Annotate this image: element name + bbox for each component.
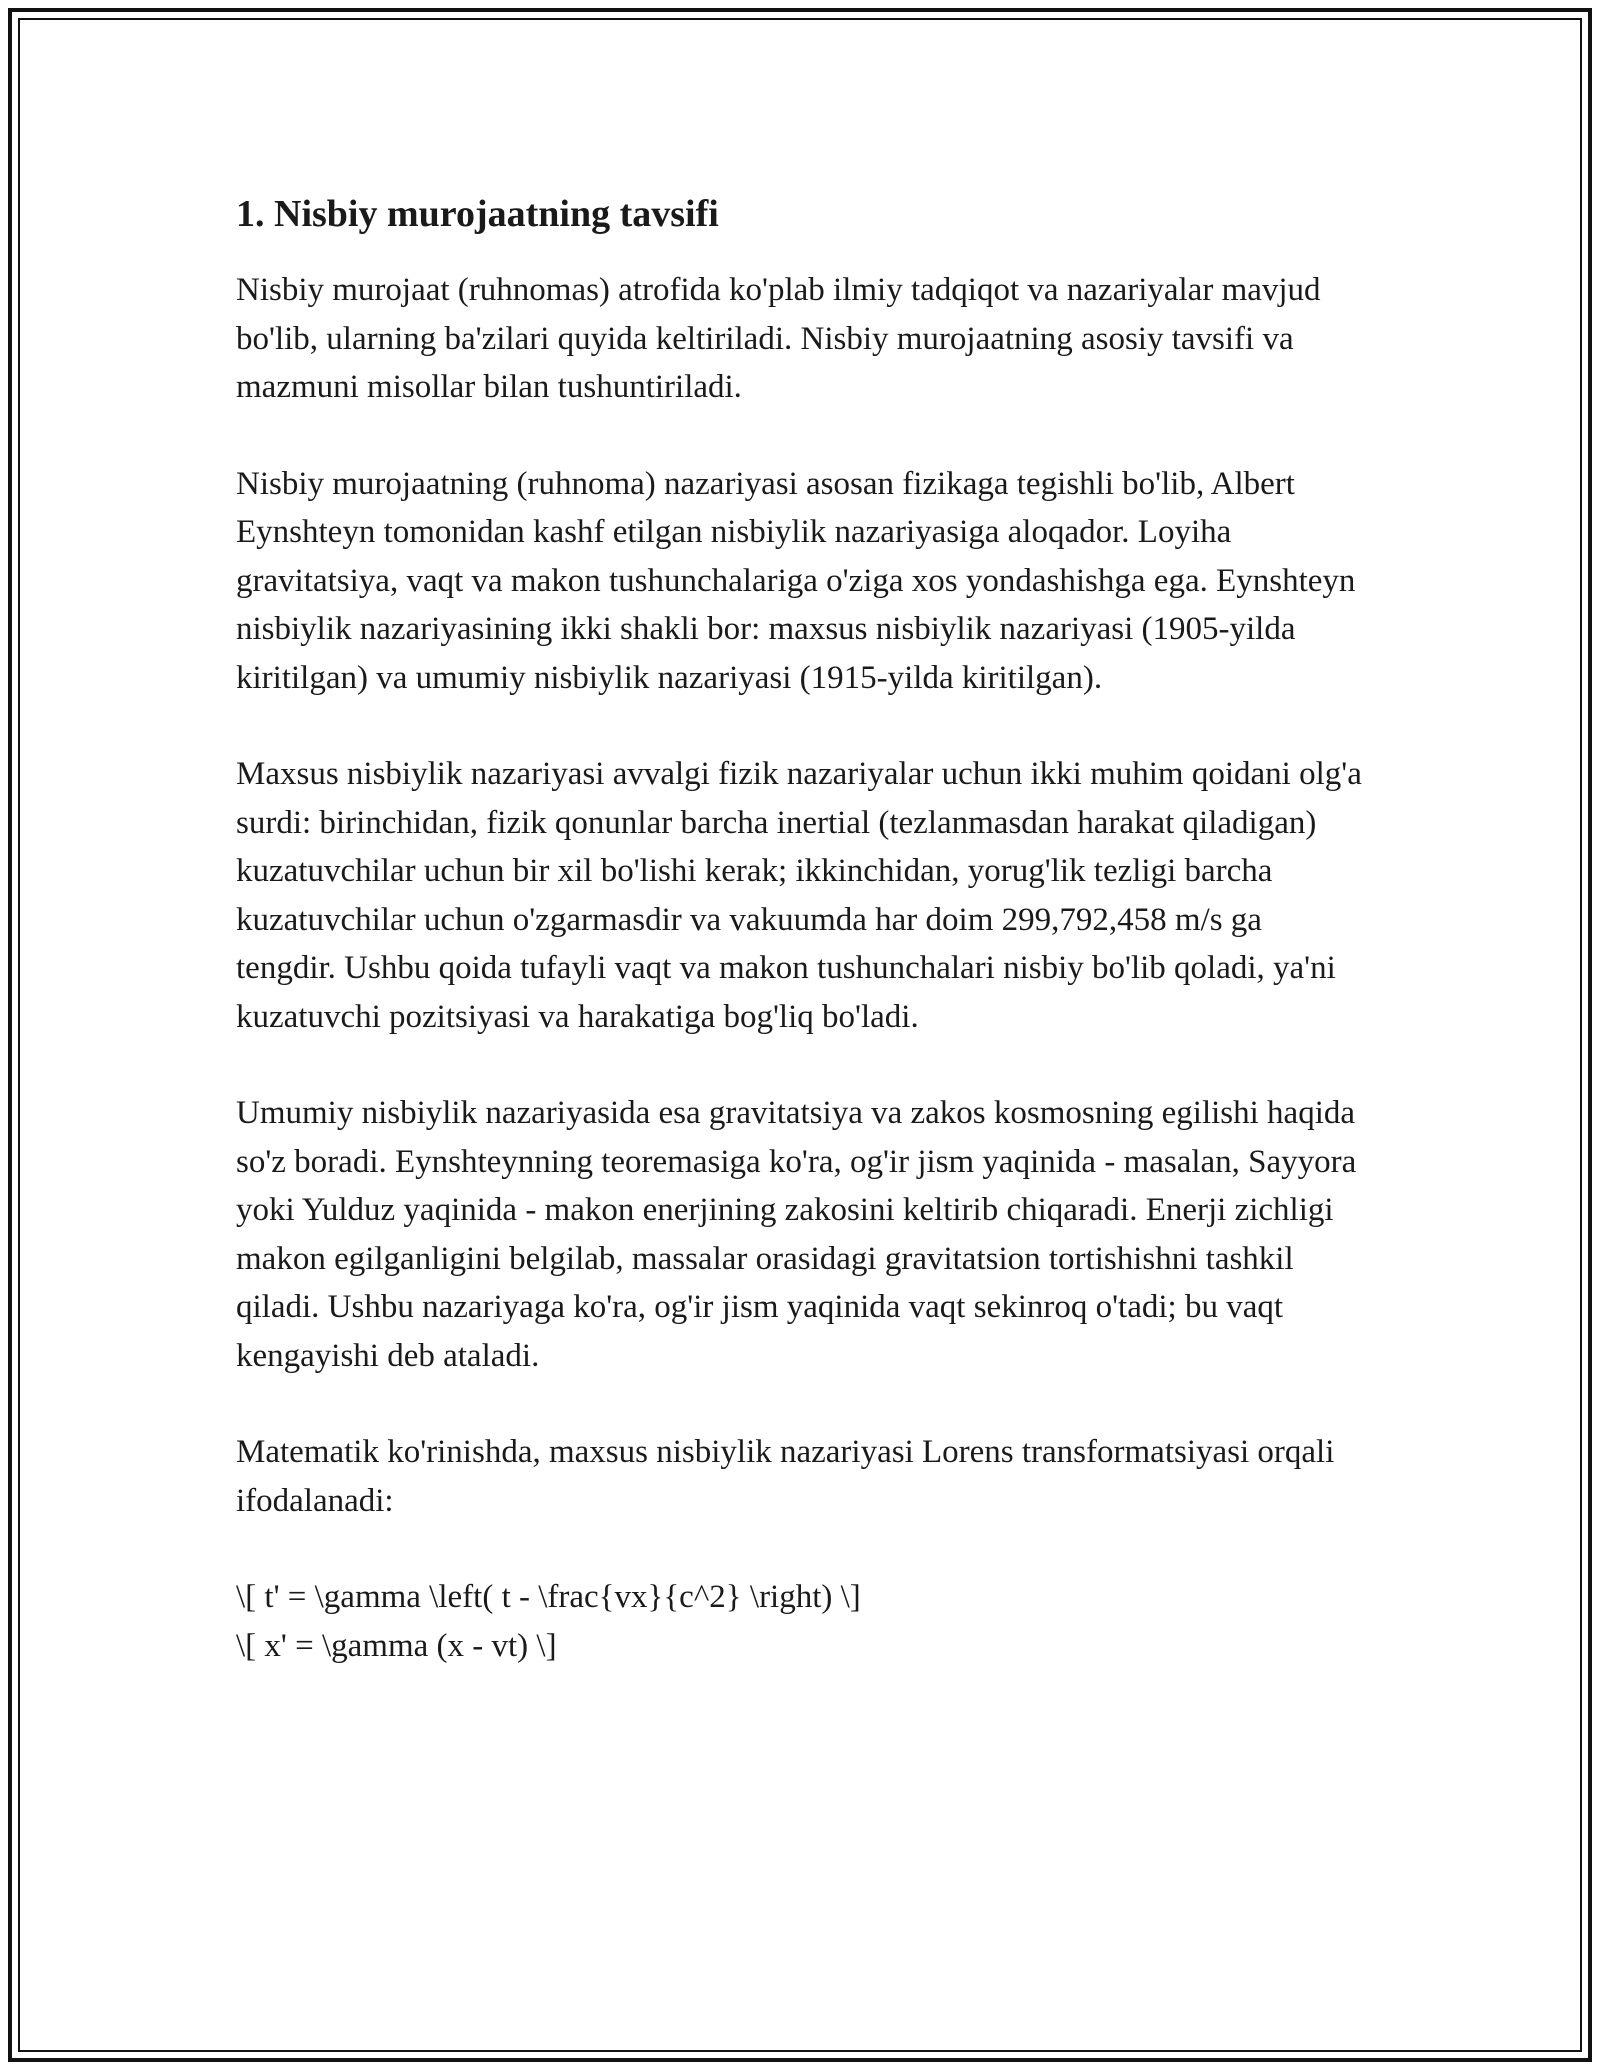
section-heading: 1. Nisbiy murojaatning tavsifi (236, 193, 719, 235)
paragraph-theory-overview: Nisbiy murojaatning (ruhnoma) nazariyasi asosan fizikaga tegishli bo'lib, Albert Eynshteyn tomonidan kashf etilgan nisbiylik nazariyasiga aloqador. Loyiha gravitatsiya, vaqt va makon tushunchalariga o'ziga xos yondashishga ega. Eynshteyn nisbiylik nazariyasining ikki shakli bor: maxsus nisbiylik nazariyasi (1905-yilda kiritilgan) va umumiy nisbiylik nazariyasi (1915-yilda kiritilgan). (236, 465, 1356, 696)
formula-time-transform: \[ t' = \gamma \left( t - \frac{vx}{c^2} \right) \] (236, 1579, 861, 1615)
paragraph-lorentz-intro: Matematik ko'rinishda, maxsus nisbiylik nazariyasi Lorens transformatsiyasi orqali ifodalanadi: (236, 1434, 1335, 1519)
paragraph-intro: Nisbiy murojaat (ruhnomas) atrofida ko'plab ilmiy tadqiqot va nazariyalar mavjud bo'lib, ularning ba'zilari quyida keltiriladi. Nisbiy murojaatning asosiy tavsifi va mazmuni misollar bilan tushuntiriladi. (236, 272, 1321, 405)
document-body (236, 184, 1366, 1670)
formula-space-transform: \[ x' = \gamma (x - vt) \] (236, 1627, 557, 1664)
paragraph-general-relativity: Umumiy nisbiylik nazariyasida esa gravitatsiya va zakos kosmosning egilishi haqida so'z boradi. Eynshteynning teoremasiga ko'ra, og'ir jism yaqinida - masalan, Sayyora yoki Yulduz yaqinida - makon enerjining zakosini keltirib chiqaradi. Enerji zichligi makon egilganligini belgilab, massalar orasidagi gravitatsion tortishishni tashkil qiladi. Ushbu nazariyaga ko'ra, og'ir jism yaqinida vaqt sekinroq o'tadi; bu vaqt kengayishi deb ataladi. (236, 1095, 1357, 1374)
paragraph-special-relativity: Maxsus nisbiylik nazariyasi avvalgi fizik nazariyalar uchun ikki muhim qoidani olg'a surdi: birinchidan, fizik qonunlar barcha inertial (tezlanmasdan harakat qiladigan) kuzatuvchilar uchun bir xil bo'lishi kerak; ikkinchidan, yorug'lik tezligi barcha kuzatuvchilar uchun o'zgarmasdir va vakuumda har doim 299,792,458 m/s ga tengdir. Ushbu qoida tufayli vaqt va makon tushunchalari nisbiy bo'lib qoladi, ya'ni kuzatuvchi pozitsiyasi va harakatiga bog'liq bo'ladi. (236, 756, 1362, 1035)
